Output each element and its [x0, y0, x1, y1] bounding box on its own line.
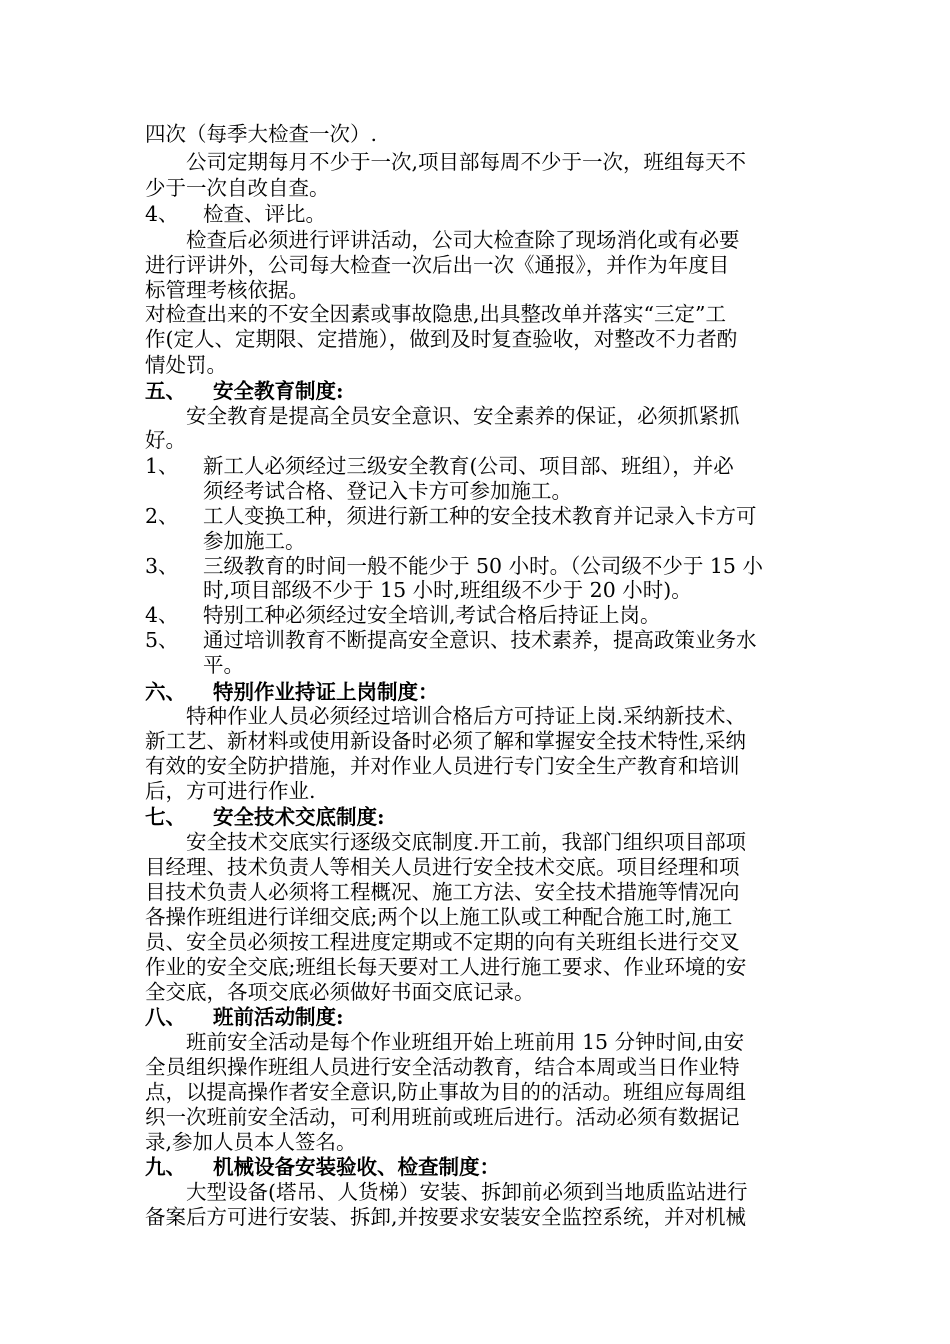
- text-line: 有效的安全防护措施，并对作业人员进行专门安全生产教育和培训: [145, 754, 740, 778]
- item-text: 检查、评比。: [203, 202, 326, 226]
- item-text: 特别工种必须经过安全培训,考试合格后持证上岗。: [203, 603, 661, 627]
- text-line: 各操作班组进行详细交底;两个以上施工队或工种配合施工时,施工: [145, 905, 733, 929]
- item-number: 2、: [145, 504, 179, 528]
- text-line: 安全技术交底实行逐级交底制度.开工前，我部门组织项目部项: [186, 830, 747, 854]
- text-line: 班前安全活动是每个作业班组开始上班前用 15 分钟时间,由安: [186, 1030, 745, 1054]
- text-line: 全员组织操作班组人员进行安全活动教育，结合本周或当日作业特: [145, 1055, 740, 1079]
- item-number: 4、: [145, 202, 179, 226]
- text-line: 好。: [145, 428, 186, 452]
- text-line: 员、安全员必须按工程进度定期或不定期的向有关班组长进行交叉: [145, 930, 740, 954]
- item-text: 工人变换工种，须进行新工种的安全技术教育并记录入卡方可: [203, 504, 757, 528]
- item-number: 1、: [145, 454, 179, 478]
- item-number: 4、: [145, 603, 179, 627]
- text-line: 作(定人、定期限、定措施），做到及时复查验收，对整改不力者酌: [145, 327, 738, 351]
- item-number: 3、: [145, 554, 179, 578]
- section-heading: 安全技术交底制度:: [213, 805, 385, 829]
- item-text: 时,项目部级不少于 15 小时,班组级不少于 20 小时)。: [203, 578, 692, 602]
- section-heading: 班前活动制度:: [213, 1005, 344, 1029]
- heading-number: 七、: [145, 805, 186, 829]
- section-heading: 机械设备安装验收、检查制度：: [213, 1155, 500, 1179]
- heading-number: 八、: [145, 1005, 186, 1029]
- item-number: 5、: [145, 628, 179, 652]
- heading-number: 九、: [145, 1155, 186, 1179]
- item-text: 参加施工。: [203, 529, 306, 553]
- text-line: 特种作业人员必须经过培训合格后方可持证上岗.采纳新技术、: [186, 704, 747, 728]
- section-heading: 安全教育制度:: [213, 379, 344, 403]
- section-heading: 特别作业持证上岗制度：: [213, 680, 439, 704]
- text-line: 目技术负责人必须将工程概况、施工方法、安全技术措施等情况向: [145, 880, 740, 904]
- text-line: 点，以提高操作者安全意识,防止事故为目的的活动。班组应每周组: [145, 1080, 747, 1104]
- text-line: 对检查出来的不安全因素或事故隐患,出具整改单并落实“三定”工: [145, 302, 726, 326]
- item-text: 通过培训教育不断提高安全意识、技术素养，提高政策业务水: [203, 628, 757, 652]
- item-text: 平。: [203, 653, 244, 677]
- text-line: 全交底，各项交底必须做好书面交底记录。: [145, 980, 535, 1004]
- text-line: 检查后必须进行评讲活动，公司大检查除了现场消化或有必要: [186, 228, 740, 252]
- text-line: 大型设备(塔吊、人货梯）安装、拆卸前必须到当地质监站进行: [186, 1180, 748, 1204]
- text-line: 织一次班前安全活动，可利用班前或班后进行。活动必须有数据记: [145, 1105, 740, 1129]
- item-text: 须经考试合格、登记入卡方可参加施工。: [203, 479, 572, 503]
- text-line: 少于一次自改自查。: [145, 176, 330, 200]
- text-line: 目经理、技术负责人等相关人员进行安全技术交底。项目经理和项: [145, 855, 740, 879]
- item-text: 新工人必须经过三级安全教育(公司、项目部、班组），并必: [203, 454, 734, 478]
- text-line: 标管理考核依据。: [145, 278, 309, 302]
- item-text: 三级教育的时间一般不能少于 50 小时。（公司级不少于 15 小: [203, 554, 763, 578]
- text-line: 安全教育是提高全员安全意识、安全素养的保证，必须抓紧抓: [186, 404, 740, 428]
- text-line: 情处罚。: [145, 353, 227, 377]
- text-line: 作业的安全交底;班组长每天要对工人进行施工要求、作业环境的安: [145, 955, 747, 979]
- heading-number: 五、: [145, 379, 186, 403]
- text-line: 后，方可进行作业.: [145, 779, 316, 803]
- text-line: 进行评讲外，公司每大检查一次后出一次《通报》，并作为年度目: [145, 253, 730, 277]
- text-line: 四次（每季大检查一次）.: [145, 122, 378, 146]
- text-line: 录,参加人员本人签名。: [145, 1130, 357, 1154]
- heading-number: 六、: [145, 680, 186, 704]
- text-line: 备案后方可进行安装、拆卸,并按要求安装安全监控系统，并对机械: [145, 1205, 747, 1229]
- text-line: 公司定期每月不少于一次,项目部每周不少于一次，班组每天不: [186, 150, 747, 174]
- text-line: 新工艺、新材料或使用新设备时必须了解和掌握安全技术特性,采纳: [145, 729, 747, 753]
